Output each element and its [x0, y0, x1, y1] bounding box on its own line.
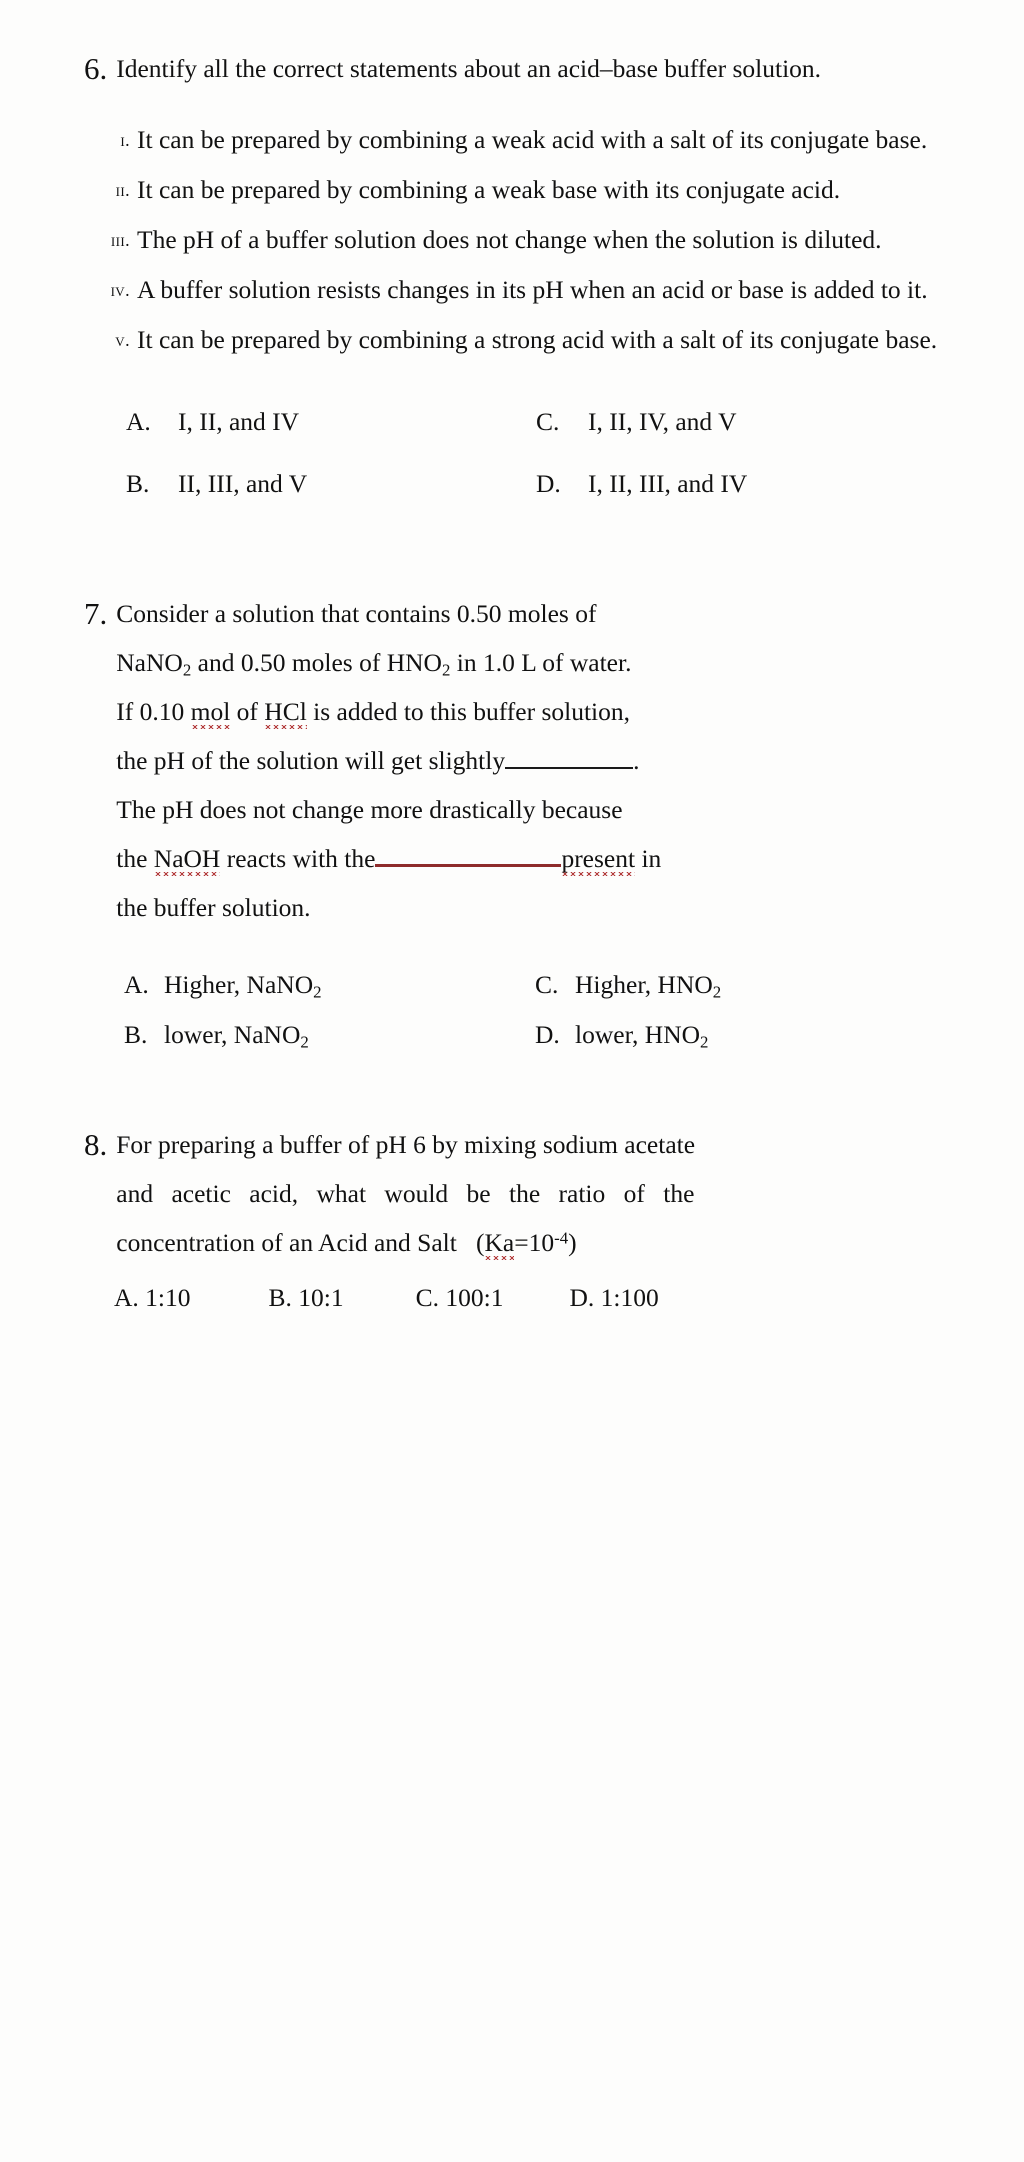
roman-marker-iii: iii.: [110, 230, 130, 250]
question-8-stem: [116, 1120, 946, 1267]
q8-line-1: For preparing a buffer of pH 6 by mixing sodium acetate: [116, 1130, 696, 1159]
option-8-a[interactable]: [114, 1273, 191, 1323]
option-subscript: 2: [313, 982, 322, 1002]
option-7-b[interactable]: [124, 1010, 535, 1060]
list-item: [84, 215, 946, 265]
q8-ka-exponent: -4: [554, 1228, 569, 1248]
spellcheck-word-present: present: [561, 844, 635, 876]
q8-line-3: [116, 1228, 576, 1257]
option-label: 1:10: [145, 1283, 191, 1312]
option-subscript: 2: [300, 1032, 309, 1052]
roman-marker-ii: ii.: [115, 180, 130, 200]
option-subscript: 2: [700, 1032, 709, 1052]
option-letter: D.: [536, 469, 561, 498]
question-8: [84, 1120, 946, 1323]
option-label: [575, 960, 946, 1010]
roman-marker-v: v.: [115, 330, 130, 350]
q7-line-6: [116, 844, 661, 873]
option-label-text: Higher, HNO: [575, 970, 713, 999]
q7-line-7: the buffer solution.: [116, 893, 311, 922]
q7-line3-tail: is added to this buffer solution,: [306, 697, 631, 726]
q7-line6-head: the: [116, 844, 154, 873]
q7-mid-text: and 0.50 moles of HNO: [191, 648, 442, 677]
q7-line-3: [116, 697, 630, 729]
question-6-options: [84, 391, 946, 515]
spellcheck-word-hcl: HCl: [264, 697, 307, 729]
fill-in-blank-2[interactable]: [375, 864, 561, 867]
option-6-a[interactable]: [126, 391, 536, 453]
question-8-number: 8.: [84, 1127, 108, 1162]
q7-line3-head: If 0.10: [116, 697, 191, 726]
question-8-options: [84, 1273, 946, 1323]
option-letter: A.: [114, 1283, 139, 1312]
statement-text-v: It can be prepared by combining a strong acid with a salt of its conjugate base.: [137, 325, 938, 354]
question-7: [84, 589, 946, 1060]
fill-in-blank-1[interactable]: [505, 767, 633, 769]
q7-line-1: Consider a solution that contains 0.50 moles of: [116, 599, 597, 628]
q7-line-2-nano2: [116, 648, 632, 680]
option-6-b[interactable]: [126, 453, 536, 515]
option-8-d[interactable]: [569, 1273, 658, 1323]
q8-line-2: and acetic acid, what would be the ratio of the: [116, 1179, 695, 1208]
roman-marker-i: i.: [120, 130, 130, 150]
option-label: [164, 1010, 535, 1060]
option-letter: B.: [124, 1020, 148, 1049]
option-7-a[interactable]: [124, 960, 535, 1010]
question-6-stem: Identify all the correct statements about an acid–base buffer solution.: [116, 54, 822, 83]
option-label: [575, 1010, 946, 1060]
option-label: 10:1: [298, 1283, 344, 1312]
list-item: [84, 315, 946, 365]
question-6: [84, 44, 946, 515]
option-letter: C.: [415, 1283, 440, 1312]
option-8-c[interactable]: [416, 1273, 504, 1323]
q8-line3-head: concentration of an Acid and Salt: [116, 1228, 457, 1257]
question-spacer: [84, 1060, 946, 1120]
option-7-d[interactable]: [535, 1010, 946, 1060]
option-8-b[interactable]: [269, 1273, 344, 1323]
question-6-statement-list: [84, 115, 946, 365]
q8-paren-open: (: [475, 1228, 485, 1257]
option-label: I, II, III, and IV: [588, 469, 748, 498]
option-label: II, III, and V: [178, 469, 308, 498]
statement-text-ii: It can be prepared by combining a weak base with its conjugate acid.: [137, 175, 841, 204]
option-7-c[interactable]: [535, 960, 946, 1010]
q7-line-4: [116, 746, 639, 775]
statement-text-iii: The pH of a buffer solution does not change when the solution is diluted.: [137, 225, 882, 254]
option-letter: B.: [126, 469, 150, 498]
option-letter: B.: [268, 1283, 292, 1312]
question-7-heading: [84, 589, 946, 932]
option-label: I, II, and IV: [178, 407, 300, 436]
question-6-number: 6.: [84, 51, 108, 86]
option-letter: A.: [124, 970, 149, 999]
question-8-heading: [84, 1120, 946, 1267]
option-letter: A.: [126, 407, 151, 436]
list-item: [84, 165, 946, 215]
option-letter: C.: [535, 970, 559, 999]
spellcheck-word-mol: mol: [191, 697, 231, 729]
q7-line6-tail: in: [635, 844, 662, 873]
option-label-text: Higher, NaNO: [164, 970, 314, 999]
q7-line6-mid: reacts with the: [220, 844, 376, 873]
statement-text-iv: A buffer solution resists changes in its pH when an acid or base is added to it.: [137, 275, 928, 304]
list-item: [84, 265, 946, 315]
option-letter: C.: [536, 407, 560, 436]
q8-ka-value: =10: [514, 1228, 555, 1257]
roman-marker-iv: iv.: [110, 280, 130, 300]
option-6-d[interactable]: [536, 453, 946, 515]
option-label: I, II, IV, and V: [588, 407, 737, 436]
option-label-text: lower, HNO: [575, 1020, 701, 1049]
spellcheck-word-ka: Ka: [484, 1228, 514, 1260]
q7-line-5: The pH does not change more drastically because: [116, 795, 623, 824]
question-spacer: [84, 515, 946, 589]
option-6-c[interactable]: [536, 391, 946, 453]
option-label: 100:1: [445, 1283, 504, 1312]
q7-nano2-text: NaNO: [116, 648, 183, 677]
option-label: [164, 960, 535, 1010]
list-item: [84, 115, 946, 165]
q7-line4-head: the pH of the solution will get slightly: [116, 746, 506, 775]
option-label-text: lower, NaNO: [164, 1020, 301, 1049]
option-letter: D.: [535, 1020, 560, 1049]
q7-line4-tail: .: [633, 746, 640, 775]
option-subscript: 2: [712, 982, 722, 1002]
spellcheck-word-naoh: NaOH: [154, 844, 221, 876]
q7-hno2-subscript: 2: [441, 660, 451, 680]
option-label: 1:100: [600, 1283, 659, 1312]
statement-text-i: It can be prepared by combining a weak acid with a salt of its conjugate base.: [137, 125, 928, 154]
q7-line3-mid: of: [230, 697, 265, 726]
q7-line2-tail: in 1.0 L of water.: [450, 648, 632, 677]
question-7-options: [84, 960, 946, 1060]
question-7-number: 7.: [84, 596, 108, 631]
question-6-heading: [84, 44, 946, 93]
q8-paren-close: ): [568, 1228, 577, 1257]
question-7-body: [116, 589, 946, 932]
q7-nano2-subscript: 2: [182, 660, 192, 680]
option-letter: D.: [569, 1283, 595, 1312]
